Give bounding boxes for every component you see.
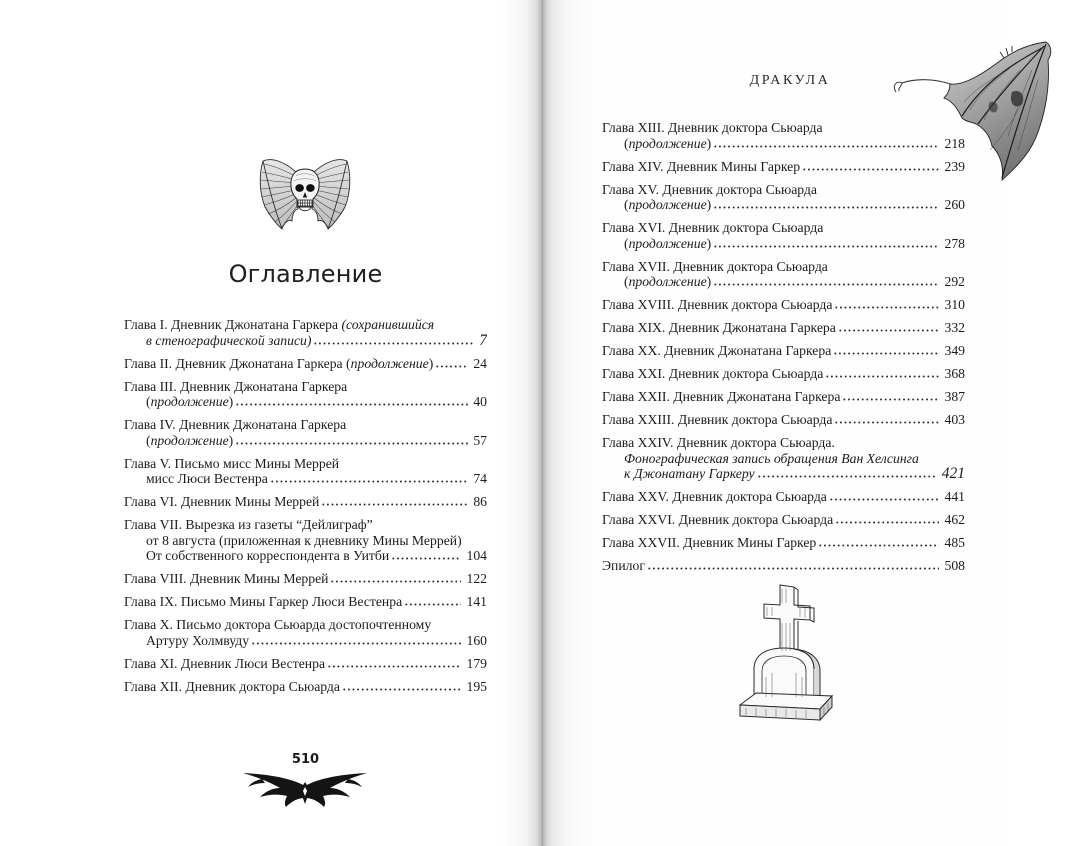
dot-leader xyxy=(833,349,939,355)
chapter-text: Глава XXVII. Дневник Мины Гаркер xyxy=(602,535,817,550)
toc-line-text xyxy=(146,533,462,549)
toc-line xyxy=(124,417,487,433)
toc-line xyxy=(124,571,487,587)
chapter-text: ) xyxy=(706,135,712,151)
chapter-text: Глава XXV. Дневник доктора Сьюарда xyxy=(602,489,827,504)
dot-leader xyxy=(391,554,461,560)
toc-line xyxy=(602,136,965,152)
chapter-text: ) xyxy=(228,432,234,448)
toc-entry xyxy=(602,343,965,359)
chapter-text: ) xyxy=(706,274,712,289)
page-reference: 278 xyxy=(944,235,965,251)
toc-line-text xyxy=(602,220,823,236)
toc-line xyxy=(602,236,965,252)
toc-line xyxy=(124,656,487,672)
toc-line-text xyxy=(602,558,645,574)
toc-entry xyxy=(602,320,965,336)
chapter-text: Глава VII. Вырезка из газеты “Дейлиграф” xyxy=(124,517,373,532)
page-reference: 86 xyxy=(473,494,487,509)
page-reference: 179 xyxy=(466,655,487,671)
toc-line-text xyxy=(124,679,340,695)
toc-entry xyxy=(124,617,487,648)
toc-entry xyxy=(124,456,487,487)
toc-line xyxy=(602,297,965,313)
toc-entry xyxy=(124,356,487,372)
italic-text: продолжение xyxy=(628,135,707,151)
chapter-text: ) xyxy=(706,235,712,251)
table-of-contents-left xyxy=(124,317,487,702)
toc-line-text xyxy=(124,571,328,587)
chapter-text: Глава XI. Дневник Люси Вестенра xyxy=(124,655,326,671)
toc-line xyxy=(124,471,487,487)
toc-line-text xyxy=(124,379,347,395)
page-number: 510 xyxy=(291,752,320,767)
toc-line-text xyxy=(146,394,233,410)
toc-line-text xyxy=(146,333,311,349)
dot-leader xyxy=(829,495,940,501)
dot-leader xyxy=(838,326,940,332)
page-reference: 387 xyxy=(944,389,965,404)
toc-line xyxy=(124,433,487,449)
toc-line-text xyxy=(602,389,840,405)
toc-line-text xyxy=(602,297,832,313)
toc-line-text xyxy=(602,435,835,451)
toc-line xyxy=(602,197,965,213)
table-of-contents-right xyxy=(602,120,965,581)
toc-line xyxy=(602,451,965,467)
chapter-text: Глава I. Дневник Джонатана Гаркера xyxy=(124,317,342,332)
dot-leader xyxy=(713,242,939,248)
italic-text: (сохранившийся xyxy=(341,317,435,332)
italic-text: продолжение xyxy=(350,355,429,371)
toc-line xyxy=(124,494,487,510)
toc-line xyxy=(124,633,487,649)
dot-leader xyxy=(834,418,939,424)
toc-line xyxy=(602,535,965,551)
toc-line xyxy=(602,120,965,136)
chapter-text: Глава XVII. Дневник доктора Сьюарда xyxy=(602,258,828,274)
toc-line-text xyxy=(602,412,832,428)
chapter-text: Глава XVI. Дневник доктора Сьюарда xyxy=(602,220,824,235)
chapter-text: Глава XVIII. Дневник доктора Сьюарда xyxy=(602,297,833,312)
page-reference: 74 xyxy=(473,471,487,486)
toc-line-text xyxy=(624,136,711,152)
toc-line-text xyxy=(602,259,828,275)
chapter-text: ( xyxy=(624,274,629,289)
chapter-text: Глава X. Письмо доктора Сьюарда достопочтенному xyxy=(124,617,432,632)
page-reference: 260 xyxy=(944,197,965,212)
page-reference: 239 xyxy=(944,158,965,174)
italic-text: продолжение xyxy=(150,394,229,409)
chapter-text: ( xyxy=(624,197,629,212)
dot-leader xyxy=(342,685,461,691)
chapter-text: Глава XXI. Дневник доктора Сьюарда xyxy=(602,366,824,381)
chapter-text: Глава VI. Дневник Мины Меррей xyxy=(124,494,320,509)
toc-line xyxy=(602,220,965,236)
toc-entry xyxy=(602,120,965,151)
dot-leader xyxy=(270,477,469,483)
chapter-text: ) xyxy=(706,197,712,212)
chapter-text: Глава XIX. Дневник Джонатана Гаркера xyxy=(602,320,836,335)
page-title: Оглавление xyxy=(228,260,383,288)
toc-line xyxy=(124,394,487,410)
dot-leader xyxy=(647,564,939,570)
page-reference: 368 xyxy=(944,366,965,381)
toc-line xyxy=(602,512,965,528)
toc-entry xyxy=(124,379,487,410)
chapter-text: Глава XX. Дневник Джонатана Гаркера xyxy=(602,343,832,358)
page-reference: 462 xyxy=(944,512,965,527)
toc-line xyxy=(602,366,965,382)
chapter-text: от 8 августа (приложенная к дневнику Мины Меррей) xyxy=(146,532,462,548)
chapter-text: мисс Люси Вестенра xyxy=(146,471,268,486)
page-reference: 310 xyxy=(944,297,965,312)
toc-line xyxy=(124,379,487,395)
dot-leader xyxy=(757,472,937,478)
toc-line xyxy=(124,456,487,472)
dot-leader xyxy=(802,165,939,171)
toc-line-text xyxy=(124,617,431,633)
toc-line xyxy=(602,412,965,428)
toc-line-text xyxy=(146,471,268,487)
toc-line-text xyxy=(602,512,833,528)
dot-leader xyxy=(321,500,468,506)
dot-leader xyxy=(818,541,939,547)
page-reference: 218 xyxy=(944,135,965,151)
chapter-text: Глава IV. Дневник Джонатана Гаркера xyxy=(124,417,347,432)
dot-leader xyxy=(435,362,468,368)
dot-leader xyxy=(825,372,939,378)
toc-line-text xyxy=(124,456,339,472)
chapter-text: Глава XXII. Дневник Джонатана Гаркера xyxy=(602,389,841,404)
toc-entry xyxy=(602,259,965,290)
toc-line-text xyxy=(124,356,433,372)
italic-text: в стенографической записи) xyxy=(146,332,312,348)
page-reference: 104 xyxy=(466,548,487,563)
chapter-text: Глава XXIV. Дневник доктора Сьюарда. xyxy=(602,435,835,450)
toc-entry xyxy=(602,489,965,505)
toc-line-text xyxy=(624,197,711,213)
toc-entry xyxy=(602,182,965,213)
chapter-text: Глава XV. Дневник доктора Сьюарда xyxy=(602,181,817,197)
tribal-ornament xyxy=(240,768,370,808)
chapter-text: Глава XXIII. Дневник доктора Сьюарда xyxy=(602,412,833,427)
chapter-text: Глава II. Дневник Джонатана Гаркера ( xyxy=(124,355,351,371)
page-reference: 7 xyxy=(479,332,487,348)
chapter-text: ( xyxy=(624,235,629,251)
toc-line-text xyxy=(124,317,434,333)
dot-leader xyxy=(327,662,461,668)
toc-line xyxy=(124,517,487,533)
chapter-text: Эпилог xyxy=(602,558,645,573)
toc-entry xyxy=(124,494,487,510)
chapter-text: ) xyxy=(228,394,234,409)
page-reference: 349 xyxy=(944,343,965,358)
chapter-text: ( xyxy=(624,135,629,151)
toc-line-text xyxy=(602,535,816,551)
toc-line-text xyxy=(624,236,711,252)
toc-line-text xyxy=(124,494,319,510)
toc-line xyxy=(602,435,965,451)
page-reference: 57 xyxy=(473,432,487,448)
chapter-text: Артуру Холмвуду xyxy=(146,632,250,648)
toc-line-text xyxy=(624,274,711,290)
page-reference: 160 xyxy=(466,632,487,648)
toc-line xyxy=(602,182,965,198)
toc-entry xyxy=(124,594,487,610)
dot-leader xyxy=(713,142,939,148)
chapter-text: Глава XIV. Дневник Мины Гаркер xyxy=(602,158,801,174)
page-reference: 40 xyxy=(473,394,487,409)
dot-leader xyxy=(235,400,468,406)
page-reference: 485 xyxy=(944,535,965,550)
toc-entry xyxy=(124,656,487,672)
chapter-text: ( xyxy=(146,432,151,448)
page-reference: 441 xyxy=(944,489,965,504)
page-reference: 508 xyxy=(944,558,965,573)
toc-line-text xyxy=(146,548,389,564)
toc-line-text xyxy=(124,656,325,672)
toc-entry xyxy=(602,435,965,482)
italic-text: продолжение xyxy=(628,197,707,212)
page-reference: 24 xyxy=(473,355,487,371)
chapter-text: Глава III. Дневник Джонатана Гаркера xyxy=(124,378,348,394)
chapter-text: Глава XII. Дневник доктора Сьюарда xyxy=(124,678,340,694)
toc-line-text xyxy=(602,343,831,359)
toc-line xyxy=(124,317,487,333)
dot-leader xyxy=(251,639,461,645)
toc-entry xyxy=(124,679,487,695)
toc-line xyxy=(602,259,965,275)
page-reference: 122 xyxy=(466,571,487,586)
chapter-text: Глава XIII. Дневник доктора Сьюарда xyxy=(602,120,823,135)
dot-leader xyxy=(404,600,461,606)
italic-text: продолжение xyxy=(628,274,707,289)
toc-entry xyxy=(602,297,965,313)
dot-leader xyxy=(834,303,939,309)
toc-entry xyxy=(602,159,965,175)
toc-line-text xyxy=(602,366,823,382)
toc-entry xyxy=(602,366,965,382)
chapter-text: ) xyxy=(428,355,434,371)
chapter-text: Глава XXVI. Дневник доктора Сьюарда xyxy=(602,512,834,527)
toc-entry xyxy=(124,517,487,564)
toc-line xyxy=(602,389,965,405)
chapter-text: Глава V. Письмо мисс Мины Меррей xyxy=(124,455,340,471)
toc-entry xyxy=(602,535,965,551)
toc-entry xyxy=(124,571,487,587)
toc-line xyxy=(124,548,487,564)
toc-line-text xyxy=(124,594,402,610)
page-reference: 332 xyxy=(944,320,965,335)
toc-line xyxy=(602,320,965,336)
dot-leader xyxy=(313,339,474,345)
toc-entry xyxy=(602,389,965,405)
page-reference: 403 xyxy=(944,412,965,427)
italic-text: к Джонатану Гаркеру xyxy=(624,466,755,481)
chapter-text: ( xyxy=(146,394,151,409)
winged-skull-ornament xyxy=(258,152,352,236)
toc-entry xyxy=(602,558,965,574)
chapter-text: От собственного корреспондента в Уитби xyxy=(146,548,390,563)
running-head: ДРАКУЛА xyxy=(749,73,831,88)
toc-line xyxy=(602,558,965,574)
dot-leader xyxy=(713,203,939,209)
gravestone-cross-illustration xyxy=(736,581,836,723)
toc-line-text xyxy=(124,417,346,433)
toc-line-text xyxy=(602,120,823,136)
dot-leader xyxy=(842,395,939,401)
toc-line-text xyxy=(124,517,373,533)
toc-line-text xyxy=(146,433,233,449)
toc-line xyxy=(124,594,487,610)
toc-entry xyxy=(602,220,965,251)
page-reference: 421 xyxy=(941,466,965,482)
dot-leader xyxy=(835,518,939,524)
toc-entry xyxy=(602,512,965,528)
page-reference: 195 xyxy=(466,678,487,694)
dot-leader xyxy=(235,439,468,445)
toc-line xyxy=(124,679,487,695)
toc-line-text xyxy=(602,489,827,505)
page-reference: 141 xyxy=(466,594,487,609)
dot-leader xyxy=(330,577,461,583)
italic-text: продолжение xyxy=(150,432,229,448)
dot-leader xyxy=(713,280,939,286)
toc-line-text xyxy=(624,466,755,482)
toc-line-text xyxy=(602,159,800,175)
toc-line-text xyxy=(602,182,817,198)
toc-line-text xyxy=(624,451,919,467)
toc-line xyxy=(124,356,487,372)
toc-entry xyxy=(124,317,487,348)
toc-line xyxy=(602,274,965,290)
toc-line xyxy=(124,617,487,633)
chapter-text: Глава VIII. Дневник Мины Меррей xyxy=(124,571,329,586)
italic-text: Фонографическая запись обращения Ван Хелсинга xyxy=(624,450,919,466)
toc-entry xyxy=(124,417,487,448)
toc-line xyxy=(602,466,965,482)
toc-line xyxy=(124,333,487,349)
italic-text: продолжение xyxy=(628,235,707,251)
toc-line xyxy=(602,159,965,175)
page-reference: 292 xyxy=(944,274,965,289)
toc-line-text xyxy=(602,320,836,336)
chapter-text: Глава IX. Письмо Мины Гаркер Люси Вестенра xyxy=(124,594,403,609)
toc-line xyxy=(124,533,487,549)
toc-line-text xyxy=(146,633,249,649)
toc-line xyxy=(602,489,965,505)
toc-line xyxy=(602,343,965,359)
toc-entry xyxy=(602,412,965,428)
